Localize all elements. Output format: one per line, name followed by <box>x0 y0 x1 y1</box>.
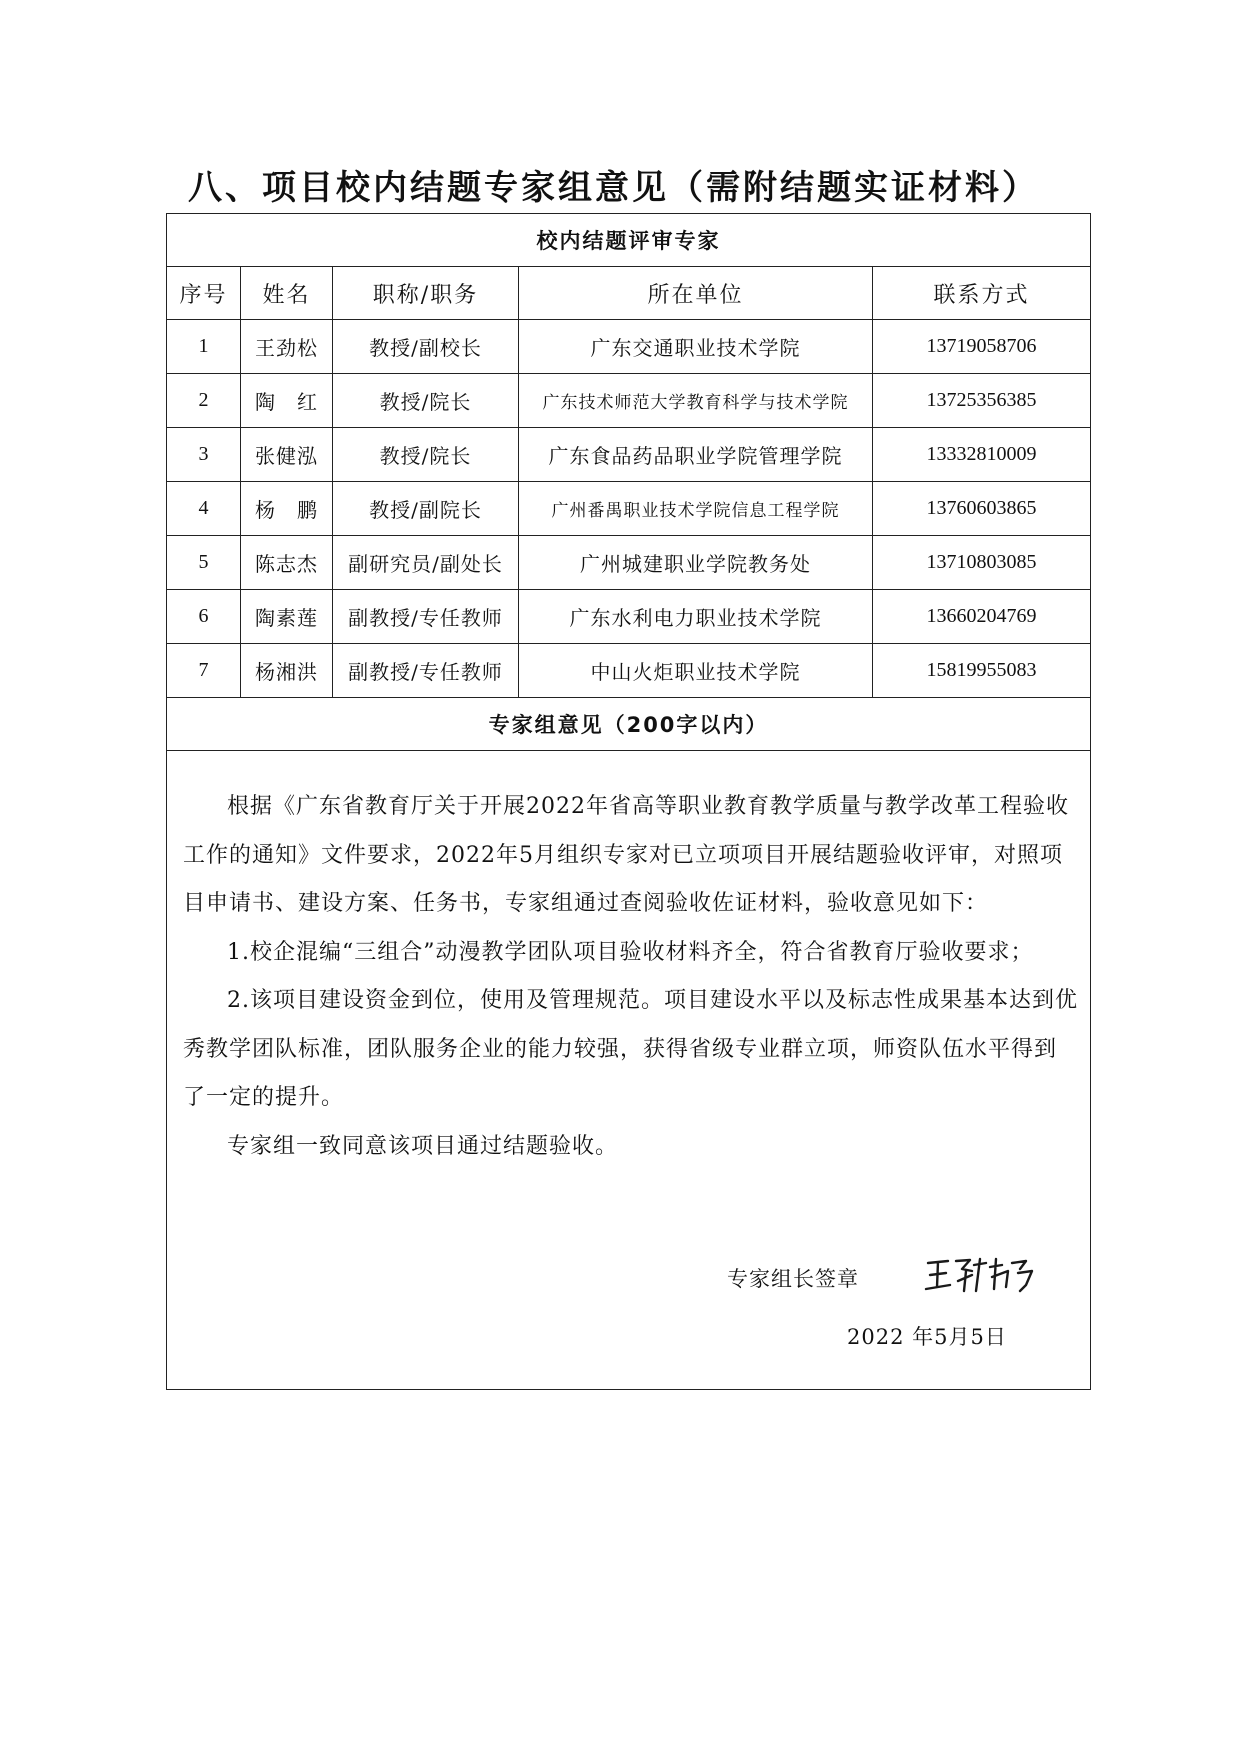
table-row <box>167 428 1091 482</box>
opinion-paragraph-conclusion: 专家组一致同意该项目通过结题验收。 <box>227 1133 619 1159</box>
expert-phone: 13725356385 <box>873 374 1091 428</box>
expert-phone: 13660204769 <box>873 590 1091 644</box>
expert-unit: 中山火炬职业技术学院 <box>519 644 873 698</box>
opinion-paragraph-intro: 根据《广东省教育厅关于开展2022年省高等职业教育教学质量与教学改革工程验收工作的通知》文件要求，2022年5月组织专家对已立项项目开展结题验收评审，对照项目申请书、建设方案、任务书，专家组通过查阅验收佐证材料，验收意见如下： <box>183 794 1069 916</box>
expert-name: 杨湘洪 <box>241 644 333 698</box>
expert-unit: 广州番禺职业技术学院信息工程学院 <box>519 482 873 536</box>
expert-title: 副教授/专任教师 <box>333 590 519 644</box>
review-table <box>166 213 1091 1390</box>
experts-section-title: 校内结题评审专家 <box>167 214 1091 267</box>
row-index: 1 <box>167 320 241 374</box>
row-index: 2 <box>167 374 241 428</box>
expert-name: 杨 鹏 <box>241 482 333 536</box>
col-header-name: 姓名 <box>241 267 333 320</box>
page-heading: 八、项目校内结题专家组意见（需附结题实证材料） <box>188 168 1039 208</box>
expert-unit: 广东食品药品职业学院管理学院 <box>519 428 873 482</box>
expert-unit: 广东交通职业技术学院 <box>519 320 873 374</box>
table-row <box>167 482 1091 536</box>
expert-title: 教授/院长 <box>333 374 519 428</box>
expert-phone: 15819955083 <box>873 644 1091 698</box>
sign-date: 2022 年5月5日 <box>847 1325 1007 1349</box>
row-index: 7 <box>167 644 241 698</box>
table-row <box>167 590 1091 644</box>
expert-name: 陶素莲 <box>241 590 333 644</box>
expert-unit: 广东水利电力职业技术学院 <box>519 590 873 644</box>
col-header-contact: 联系方式 <box>873 267 1091 320</box>
row-index: 5 <box>167 536 241 590</box>
opinion-paragraph-point-2: 2.该项目建设资金到位，使用及管理规范。项目建设水平以及标志性成果基本达到优秀教学团队标准，团队服务企业的能力较强，获得省级专业群立项，师资队伍水平得到了一定的提升。 <box>183 988 1078 1110</box>
table-row <box>167 644 1091 698</box>
opinion-paragraph-point-1: 1.校企混编“三组合”动漫教学团队项目验收材料齐全，符合省教育厅验收要求； <box>227 939 1034 965</box>
expert-phone: 13719058706 <box>873 320 1091 374</box>
expert-title: 副教授/专任教师 <box>333 644 519 698</box>
expert-phone: 13710803085 <box>873 536 1091 590</box>
expert-title: 教授/副院长 <box>333 482 519 536</box>
expert-name: 张健泓 <box>241 428 333 482</box>
expert-phone: 13760603865 <box>873 482 1091 536</box>
expert-title: 教授/院长 <box>333 428 519 482</box>
expert-name: 陶 红 <box>241 374 333 428</box>
row-index: 3 <box>167 428 241 482</box>
expert-name: 陈志杰 <box>241 536 333 590</box>
opinion-cell <box>167 751 1091 1390</box>
sign-label: 专家组长签章 <box>727 1267 859 1291</box>
table-row <box>167 374 1091 428</box>
expert-phone: 13332810009 <box>873 428 1091 482</box>
expert-title: 副研究员/副处长 <box>333 536 519 590</box>
col-header-unit: 所在单位 <box>519 267 873 320</box>
opinion-section-title: 专家组意见（200字以内） <box>167 698 1091 751</box>
row-index: 6 <box>167 590 241 644</box>
row-index: 4 <box>167 482 241 536</box>
expert-unit: 广东技术师范大学教育科学与技术学院 <box>519 374 873 428</box>
expert-unit: 广州城建职业学院教务处 <box>519 536 873 590</box>
expert-title: 教授/副校长 <box>333 320 519 374</box>
table-header-row <box>167 267 1091 320</box>
table-row <box>167 536 1091 590</box>
expert-name: 王劲松 <box>241 320 333 374</box>
table-row <box>167 320 1091 374</box>
col-header-index: 序号 <box>167 267 241 320</box>
col-header-title: 职称/职务 <box>333 267 519 320</box>
opinion-body <box>167 751 1090 1171</box>
handwritten-signature <box>922 1251 1042 1297</box>
